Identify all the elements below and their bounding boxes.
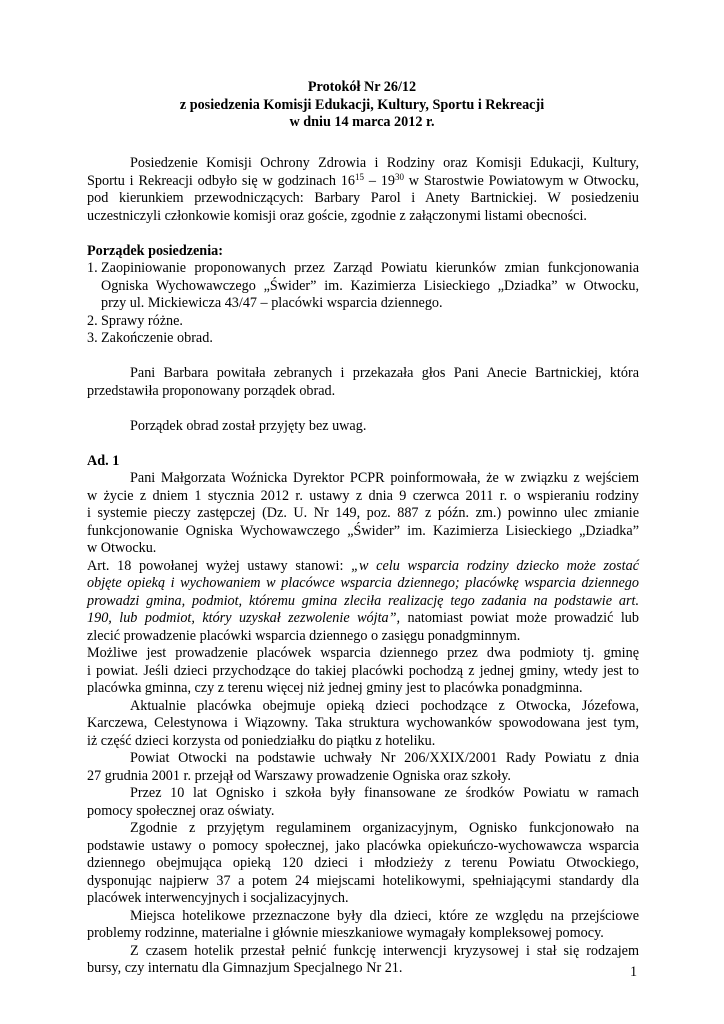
agenda-item: 2. Sprawy różne. xyxy=(87,312,183,329)
document-body xyxy=(87,155,639,978)
welcome-paragraph: Pani Barbara powitała zebranych i przekazała głos Pani Anecie Bartnickiej, która przedstawiła proponowany porządek obrad. xyxy=(87,365,639,399)
quoted-law: „w celu wsparcia rodziny dziecko może zostać xyxy=(351,557,640,574)
ad1-title: Ad. 1 xyxy=(87,452,120,469)
agenda-item: 3. Zakończenie obrad. xyxy=(87,330,213,346)
page-number: 1 xyxy=(630,964,638,980)
time-end-superscript: 30 xyxy=(394,171,404,182)
agenda-item-number: 3. xyxy=(87,330,98,346)
meeting-name: z posiedzenia Komisji Edukacji, Kultury, Sportu i Rekreacji xyxy=(179,96,545,113)
text-line: pod kierunkiem przewodniczących: Barbary Parol i Anety Bartnickiej. W posiedzeniu xyxy=(87,190,639,206)
document-header xyxy=(0,79,724,132)
ad1-section: Ad. 1 Pani Małgorzata Woźnicka Dyrektor PCPR poinformowała, że w związku z wejściem w życie z dniem 1 stycznia 2012 r. ustawy z dnia 9 czerwca 2011 r. o wspieraniu rodziny i systemie pieczy zastępczej (Dz. U. Nr 149, poz. 887 z późn. zm.) powinno ulec zmianie funkcjonowanie Ogniska Wychowawczego „Świder” im. Kazimierza Lisieckiego „Dziadka” w Otwocku. Art. 18 powołanej wyżej ustawy stanowi: „w celu wsparcia rodziny dziecko może zostać objęte opieką i wychowaniem w placówce wsparcia dziennego; placówkę wsparcia dziennego prowadzi gmina, podmiot, któremu gmina zleciła realizację tego zadania na podstawie art. 190, lub podmiot, który uzyskał zezwolenie wójta”, natomiast powiat może prowadzić lub zlecić prowadzenie placówki wsparcia dziennego o zasięgu ponadgminnym. Możliwe jest prowadzenie placówek wsparcia dziennego przez dwa podmioty tj. gminę i powiat. Jeśli dzieci przychodzące do takiej placówki pochodzą z jednej gminy, wtedy jest to placówka gminna, czy z terenu więcej niż jednej gminy jest to placówka ponadgminna. Aktualnie placówka obejmuje opieką dzieci pochodzące z Otwocka, Józefowa, Karczewa, Celestynowa i Wiązowny. Taka struktura wychowanków spowodowana jest tym, iż część dzieci korzysta od poniedziałku do piątku z hoteliku. Powiat Otwocki na podstawie uchwały Nr 206/XXIX/2001 Rady Powiatu z dnia 27 grudnia 2001 r. przejął od Warszawy prowadzenie Ogniska oraz szkoły. Przez 10 lat Ognisko i szkoła były finansowane ze środków Powiatu w ramach pomocy społecznej oraz oświaty. Zgodnie z przyjętym regulaminem organizacyjnym, Ognisko funkcjonowało na podstawie ustawy o pomocy społecznej, jako placówka opiekuńczo-wychowawcza wsparcia dziennego obejmująca opieką 120 dzieci i młodzieży z terenu Powiatu Otwockiego, dysponując najpierw 37 a potem 24 miejscami hotelikowymi, spełniającymi standardy dla placówek interwencyjnych i socjalizacyjnych. Miejsca hotelikowe przeznaczone były dla dzieci, które ze względu na przejściowe problemy rodzinne, materialne i głównie mieszkaniowe wymagały kompleksowej pomocy. Z czasem hotelik przestał pełnić funkcję interwencji kryzysowej i stał się rodzajem bursy, czy internatu dla Gimnazjum Specjalnego Nr 21. xyxy=(87,452,640,976)
text-line: Posiedzenie Komisji Ochrony Zdrowia i Rodziny oraz Komisji Edukacji, Kultury, xyxy=(130,155,639,171)
meeting-date: w dniu 14 marca 2012 r. xyxy=(289,114,435,130)
time-start-superscript: 15 xyxy=(354,171,364,182)
agenda-accepted: Porządek obrad został przyjęty bez uwag. xyxy=(130,417,367,434)
intro-paragraph xyxy=(87,155,639,225)
text-line: Sportu i Rekreacji odbyło się w godzinach $16^{15} - 19^{30}$ w Starostwie Powiatowym w Otwocku, xyxy=(87,171,640,189)
agenda-section xyxy=(87,243,639,348)
agenda-title: Porządek posiedzenia: xyxy=(87,242,223,259)
protocol-number: Protokół Nr 26/12 xyxy=(307,79,417,95)
agenda-item-number: 2. xyxy=(87,312,98,329)
text-line: uczestniczyli członkowie komisji oraz goście, zgodnie z załączonymi listami obecności. xyxy=(87,207,587,224)
agenda-item-number: 1. xyxy=(87,260,98,276)
agenda-item: 1. Zaopiniowanie proponowanych przez Zarząd Powiatu kierunków zmian funkcjonowania Ogniska Wychowawczego „Świder” im. Kazimierza Lisieckiego „Dziadka” w Otwocku, przy ul. Mickiewicza 43/47 – placówki wsparcia dziennego. xyxy=(87,260,639,311)
